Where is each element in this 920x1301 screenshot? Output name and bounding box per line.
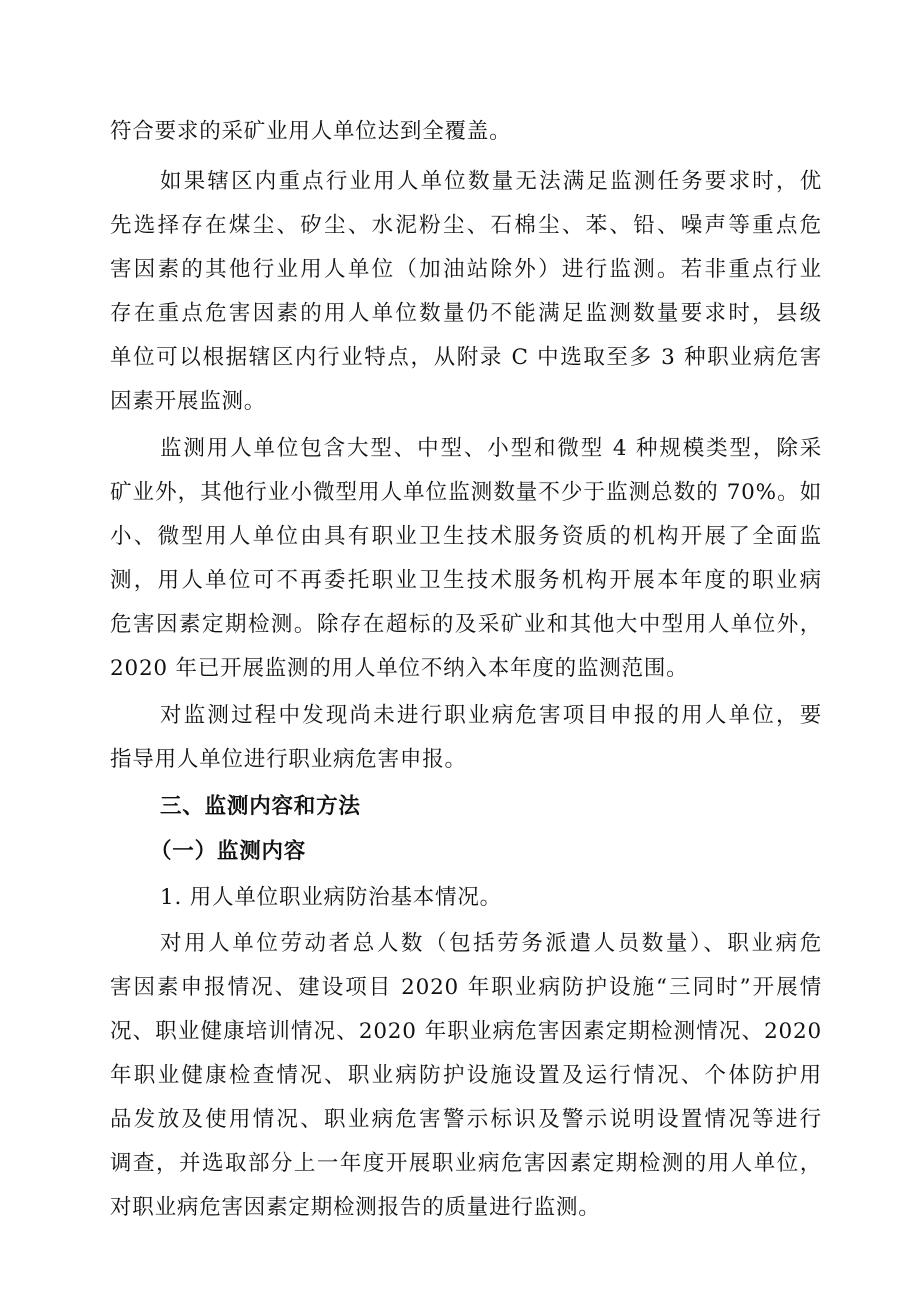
text-line: 年职业健康检查情况、职业病防护设施设置及运行情况、个体防护用	[110, 1063, 822, 1088]
text-line: 对监测过程中发现尚未进行职业病危害项目申报的用人单位，要	[160, 703, 822, 728]
text-line: 因素开展监测。	[110, 389, 267, 414]
text-line: 存在重点危害因素的用人单位数量仍不能满足监测数量要求时，县级	[110, 301, 822, 326]
text-line: 矿业外，其他行业小微型用人单位监测数量不少于监测总数的 70%。如	[110, 480, 822, 505]
subsection-heading: （一）监测内容	[150, 839, 307, 864]
text-line: 调查，并选取部分上一年度开展职业病危害因素定期检测的用人单位，	[110, 1151, 822, 1176]
text-line: 符合要求的采矿业用人单位达到全覆盖。	[110, 119, 512, 144]
section-heading: 三、监测内容和方法	[160, 794, 361, 819]
text-line: 测，用人单位可不再委托职业卫生技术服务机构开展本年度的职业病	[110, 568, 822, 593]
text-line: 小、微型用人单位由具有职业卫生技术服务资质的机构开展了全面监	[110, 524, 822, 549]
text-line: 先选择存在煤尘、矽尘、水泥粉尘、石棉尘、苯、铅、噪声等重点危	[110, 213, 822, 238]
text-line: 如果辖区内重点行业用人单位数量无法满足监测任务要求时，优	[160, 169, 822, 194]
text-line: 2020 年已开展监测的用人单位不纳入本年度的监测范围。	[110, 656, 689, 681]
text-line: 害因素的其他行业用人单位（加油站除外）进行监测。若非重点行业	[110, 257, 822, 282]
text-line: 品发放及使用情况、职业病危害警示标识及警示说明设置情况等进行	[110, 1107, 822, 1132]
text-line: 况、职业健康培训情况、2020 年职业病危害因素定期检测情况、2020	[110, 1019, 822, 1044]
text-line: 单位可以根据辖区内行业特点，从附录 C 中选取至多 3 种职业病危害	[110, 345, 822, 370]
text-line: 监测用人单位包含大型、中型、小型和微型 4 种规模类型，除采	[160, 436, 822, 461]
text-line: 危害因素定期检测。除存在超标的及采矿业和其他大中型用人单位外，	[110, 612, 822, 637]
text-line: 害因素申报情况、建设项目 2020 年职业病防护设施“三同时”开展情	[110, 975, 822, 1000]
text-line: 指导用人单位进行职业病危害申报。	[110, 747, 467, 772]
text-line: 对用人单位劳动者总人数（包括劳务派遣人员数量）、职业病危	[160, 931, 822, 956]
numbered-item: 1. 用人单位职业病防治基本情况。	[160, 885, 502, 910]
text-line: 对职业病危害因素定期检测报告的质量进行监测。	[110, 1195, 601, 1220]
